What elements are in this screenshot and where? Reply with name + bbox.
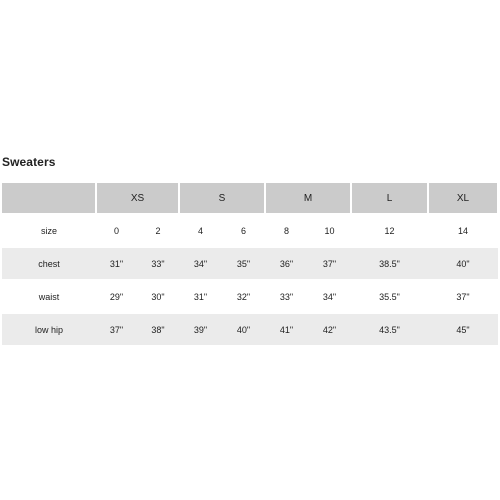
size-group-s: S (179, 183, 265, 214)
table-cell: 29" (96, 280, 137, 313)
row-label: size (2, 214, 96, 247)
table-cell: 37" (428, 280, 498, 313)
size-group-xs: XS (96, 183, 179, 214)
row-label: low hip (2, 313, 96, 346)
table-cell: 12 (351, 214, 428, 247)
table-cell: 2 (137, 214, 179, 247)
size-group-l: L (351, 183, 428, 214)
table-cell: 30" (137, 280, 179, 313)
table-cell: 31" (96, 247, 137, 280)
table-cell: 35" (222, 247, 265, 280)
table-cell: 31" (179, 280, 222, 313)
size-group-xl: XL (428, 183, 498, 214)
page-title: Sweaters (2, 155, 56, 169)
table-cell: 0 (96, 214, 137, 247)
table-cell: 36" (265, 247, 308, 280)
table-cell: 10 (308, 214, 351, 247)
table-cell: 45" (428, 313, 498, 346)
table-cell: 37" (308, 247, 351, 280)
size-group-header-row (2, 183, 498, 214)
table-cell: 41" (265, 313, 308, 346)
table-cell: 39" (179, 313, 222, 346)
table-cell: 34" (308, 280, 351, 313)
table-cell: 32" (222, 280, 265, 313)
table-cell: 38" (137, 313, 179, 346)
table-cell: 40" (428, 247, 498, 280)
table-cell: 37" (96, 313, 137, 346)
row-label: chest (2, 247, 96, 280)
table-cell: 40" (222, 313, 265, 346)
table-cell: 43.5" (351, 313, 428, 346)
table-row (2, 247, 498, 280)
row-label: waist (2, 280, 96, 313)
table-cell: 14 (428, 214, 498, 247)
table-cell: 8 (265, 214, 308, 247)
table-cell: 33" (137, 247, 179, 280)
table-row (2, 280, 498, 313)
size-chart-table (2, 183, 499, 347)
table-cell: 34" (179, 247, 222, 280)
table-cell: 6 (222, 214, 265, 247)
table-row (2, 214, 498, 247)
table-cell: 42" (308, 313, 351, 346)
table-cell: 33" (265, 280, 308, 313)
table-cell: 38.5" (351, 247, 428, 280)
table-cell: 35.5" (351, 280, 428, 313)
table-row (2, 313, 498, 346)
size-group-m: M (265, 183, 351, 214)
header-corner-cell (2, 183, 96, 214)
table-cell: 4 (179, 214, 222, 247)
